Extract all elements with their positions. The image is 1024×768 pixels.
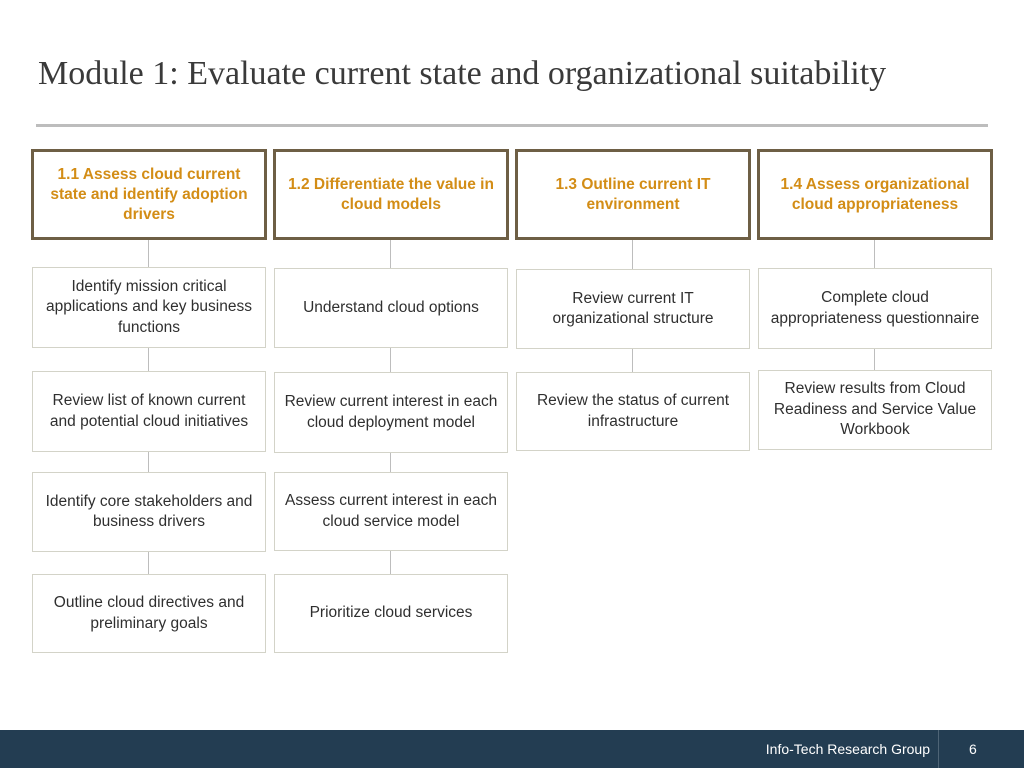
footer-organization: Info-Tech Research Group bbox=[765, 741, 930, 757]
connector bbox=[148, 552, 149, 574]
connector bbox=[632, 240, 633, 269]
step-header-1-2: 1.2 Differentiate the value in cloud models bbox=[273, 149, 509, 240]
connector bbox=[390, 240, 391, 268]
connector bbox=[874, 349, 875, 370]
connector bbox=[390, 348, 391, 372]
connector bbox=[148, 452, 149, 472]
step-box: Understand cloud options bbox=[274, 268, 508, 348]
title-divider bbox=[36, 124, 988, 127]
page-number: 6 bbox=[969, 741, 977, 757]
connector bbox=[390, 551, 391, 574]
step-box: Complete cloud appropriateness questionnaire bbox=[758, 268, 992, 349]
step-box: Identify core stakeholders and business drivers bbox=[32, 472, 266, 552]
connector bbox=[874, 240, 875, 268]
step-box: Identify mission critical applications and key business functions bbox=[32, 267, 266, 348]
step-box: Outline cloud directives and preliminary goals bbox=[32, 574, 266, 653]
step-box: Assess current interest in each cloud service model bbox=[274, 472, 508, 551]
footer-bar bbox=[0, 730, 1024, 768]
connector bbox=[148, 348, 149, 371]
step-box: Prioritize cloud services bbox=[274, 574, 508, 653]
connector bbox=[390, 453, 391, 472]
step-box: Review results from Cloud Readiness and Service Value Workbook bbox=[758, 370, 992, 450]
step-header-1-1: 1.1 Assess cloud current state and identify adoption drivers bbox=[31, 149, 267, 240]
step-box: Review current IT organizational structure bbox=[516, 269, 750, 349]
step-box: Review list of known current and potential cloud initiatives bbox=[32, 371, 266, 452]
connector bbox=[632, 349, 633, 372]
page-title: Module 1: Evaluate current state and organizational suitability bbox=[38, 55, 887, 92]
step-box: Review current interest in each cloud deployment model bbox=[274, 372, 508, 453]
step-header-1-3: 1.3 Outline current IT environment bbox=[515, 149, 751, 240]
step-header-1-4: 1.4 Assess organizational cloud appropriateness bbox=[757, 149, 993, 240]
step-box: Review the status of current infrastructure bbox=[516, 372, 750, 451]
connector bbox=[148, 240, 149, 267]
footer-divider bbox=[938, 730, 939, 768]
